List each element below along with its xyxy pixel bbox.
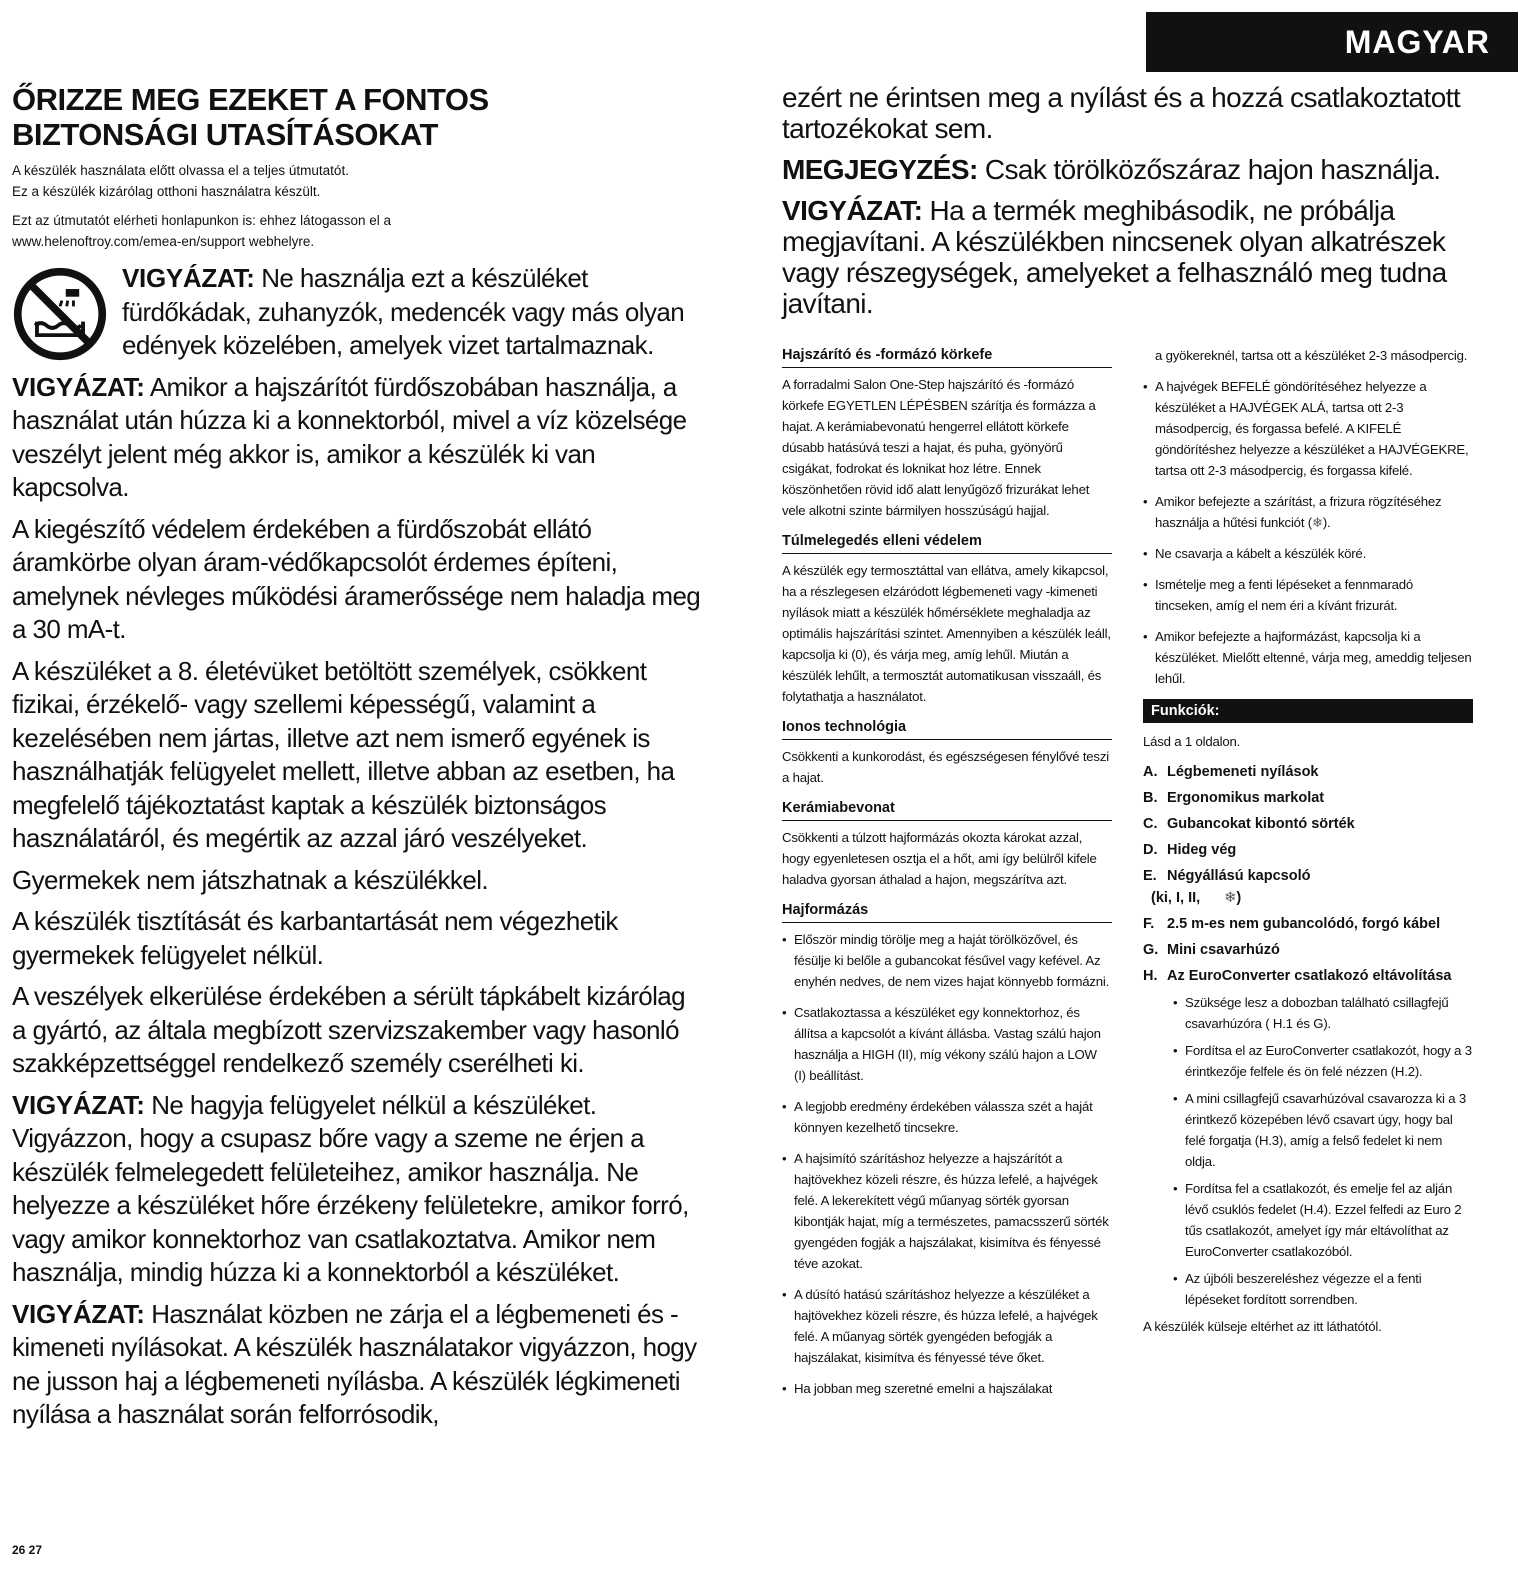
section-body-ionic: Csökkenti a kunkorodást, és egészségesen fénylővé teszi a hajat.	[782, 749, 1109, 785]
section-title-styling: Hajformázás	[782, 900, 1112, 923]
safety-heading: ŐRIZZE MEG EZEKET A FONTOS BIZTONSÁGI UTASÍTÁSOKAT	[12, 82, 489, 152]
snowflake-icon: ❄	[1311, 515, 1323, 530]
intro-line-2: Ez a készülék kizárólag otthoni használatra készült.	[12, 184, 321, 199]
unattended-warning	[12, 1089, 702, 1290]
styling-list	[782, 929, 1112, 1399]
note-paragraph	[782, 154, 1482, 185]
list-item: • A hajvégek BEFELÉ göndörítéséhez helyezze a készüléket a HAJVÉGEK ALÁ, tartsa ott 2-3 másodpercig, és forgassa befelé. A KIFELÉ göndörítéshez helyezze a készüléket a HAJVÉGEKRE, tartsa ott 2-3 másodpercig, és forgassa kifelé.	[1143, 376, 1473, 481]
language-tab	[1146, 12, 1518, 72]
list-item: • Fordítsa el az EuroConverter csatlakozót, hogy a 3 érintkezője felfele és ön felé nézzen (H.2).	[1173, 1040, 1473, 1082]
top-right-block	[782, 82, 1482, 329]
warning-label: VIGYÁZAT:	[12, 1298, 145, 1329]
note-label: MEGJEGYZÉS:	[782, 154, 978, 185]
airflow-text: Használat közben ne zárja el a légbemeneti és -kimeneti nyílásokat. A készülék használatakor vigyázzon, hogy ne jusson haj a légbemeneti nyílásba. A készülék légkimeneti nyílása a használat során felforrósodik,	[12, 1298, 697, 1429]
section-body-brush: A forradalmi Salon One-Step hajszárító és -formázó körkefe EGYETLEN LÉPÉSBEN szárítja és formázza a hajat. A kerámiabevonatú hengerrel ellátott körkefe dúsabb hatásúvá teszi a hajat, és puha, gyönyörű csigákat, fodrokat és loknikat hoz létre. Ennek köszönhetően rövid idő alatt lenyűgöző frizurákat lehet vele alkotni szinte bármilyen hosszúságú hajjal.	[782, 377, 1096, 518]
language-label: MAGYAR	[1344, 23, 1490, 60]
appearance-note: A készülék külseje eltérhet az itt láthatótól.	[1143, 1319, 1382, 1334]
bathroom-unplug-warning	[12, 371, 702, 505]
feature-item-h: H. Az EuroConverter csatlakozó eltávolítása	[1143, 968, 1452, 984]
section-body-ceramic: Csökkenti a túlzott hajformázás okozta károkat azzal, hogy egyenletesen osztja el a hőt, ami így belülről kifele haladva gyorsan áthalad a hajon, megszárítva azt.	[782, 830, 1097, 887]
list-item: • Ismételje meg a fenti lépéseket a fennmaradó tincseken, amíg el nem éri a kívánt frizurát.	[1143, 574, 1473, 616]
list-item: • Az újbóli beszereléshez végezze el a fenti lépéseket fordított sorrendben.	[1173, 1268, 1473, 1310]
left-column	[12, 82, 702, 1440]
bath-warning-body: Ne használja ezt a készüléket fürdőkádak, zuhanyzók, medencék vagy más olyan edények közelében, amelyek vizet tartalmaznak.	[122, 263, 685, 360]
section-title-overheat: Túlmelegedés elleni védelem	[782, 531, 1112, 554]
no-water-bath-icon	[12, 266, 108, 362]
note-text: Csak törölközőszáraz hajon használja.	[984, 154, 1441, 185]
snowflake-icon: ❄	[1224, 890, 1237, 906]
bathroom-unplug-text: Amikor a hajszárítót fürdőszobában használja, a használat után húzza ki a konnektorból, mivel a víz közelsége veszélyt jelent még akkor is, amikor a készülék ki van kapcsolva.	[12, 371, 687, 502]
list-item: • Ne csavarja a kábelt a készülék köré.	[1143, 543, 1473, 564]
bath-warning-label: VIGYÁZAT:	[122, 263, 255, 293]
list-item: • Fordítsa fel a csatlakozót, és emelje fel az alján lévő csuklós fedelet (H.4). Ezzel felfedi az Euro 2 tűs csatlakozót, amelyet így már eltávolíthat az EuroConverter csatlakozóból.	[1173, 1178, 1473, 1262]
middle-column	[782, 345, 1112, 1409]
online-line-2: www.helenoftroy.com/emea-en/support webhelyre.	[12, 234, 315, 249]
styling-list-continued	[1143, 376, 1473, 689]
switch-positions: (ki, I, II, ❄)	[1151, 890, 1242, 906]
feature-item-c: C. Gubancokat kibontó sörték	[1143, 816, 1355, 832]
section-title-ceramic: Kerámiabevonat	[782, 798, 1112, 821]
list-item: • Szüksége lesz a dobozban található csillagfejű csavarhúzóra ( H.1 és G).	[1173, 992, 1473, 1034]
right-column	[1143, 345, 1473, 1347]
continued-bullet-text: a gyökereknél, tartsa ott a készüléket 2-3 másodpercig.	[1155, 348, 1468, 363]
continued-text: ezért ne érintsen meg a nyílást és a hozzá csatlakoztatott tartozékokat sem.	[782, 82, 1461, 144]
cleaning-paragraph: A készülék tisztítását és karbantartását nem végezhetik gyermekek felügyelet nélkül.	[12, 906, 618, 970]
feature-item-f: F. 2.5 m-es nem gubancolódó, forgó kábel	[1143, 916, 1441, 932]
section-body-overheat: A készülék egy termosztáttal van ellátva, amely kikapcsol, ha a részlegesen elzáródott légbemeneti vagy -kimeneti nyílások miatt a készülék hőmérséklete meghaladja az optimális hajszárítási szintet. Amennyiben a készülék leáll, kapcsolja ki (0), és várja meg, amíg lehűl. Miután a készülék lehűlt, a termosztát automatikusan visszaáll, és folytathatja a használatot.	[782, 563, 1111, 704]
list-item: • A mini csillagfejű csavarhúzóval csavarozza ki a 3 érintkező közepében lévő csavart úgy, hogy bal felé forgatja (H.3), amíg a felső fedelet ki nem oldja.	[1173, 1088, 1473, 1172]
airflow-warning	[12, 1298, 702, 1432]
repair-warning-text: Ha a termék meghibásodik, ne próbálja megjavítani. A készülékben nincsenek olyan alkatrészek vagy részegységek, amelyeket a felhasználó meg tudna javítani.	[782, 195, 1447, 319]
cool-shot-suffix: ).	[1322, 515, 1331, 530]
functions-heading: Funkciók:	[1143, 699, 1473, 723]
converter-steps	[1173, 992, 1473, 1310]
list-item: • Először mindig törölje meg a haját törölközővel, és fésülje ki belőle a gubancokat fésűvel vagy kefével. Az enyhén nedves, de nem vizes hajat könnyebb formázni.	[782, 929, 1112, 992]
bath-warning-text	[12, 262, 702, 363]
cool-shot-text: Amikor befejezte a szárítást, a frizura rögzítéséhez használja a hűtési funkciót (	[1155, 494, 1442, 530]
see-page-text: Lásd a 1 oldalon.	[1143, 734, 1241, 749]
list-item: • Csatlakoztassa a készüléket egy konnektorhoz, és állítsa a kapcsolót a kívánt állásba. Vastag szálú hajon használja a HIGH (II), míg vékony szálú hajon a LOW (I) beállítást.	[782, 1002, 1112, 1086]
section-title-ionic: Ionos technológia	[782, 717, 1112, 740]
feature-item-b: B. Ergonomikus markolat	[1143, 790, 1325, 806]
section-title-brush: Hajszárító és -formázó körkefe	[782, 345, 1112, 368]
children-persons-paragraph: A készüléket a 8. életévüket betöltött személyek, csökkent fizikai, érzékelő- vagy szellemi képességű, valamint a kezelésében nem jártas, illetve azt nem ismerő egyének is használhatják felügyelet mellett, illetve abban az esetben, ha megfelelő tájékoztatást kaptak a készülék biztonságos használatáról, és megértik az azzal járó veszélyeket.	[12, 655, 675, 853]
online-line-1: Ezt az útmutatót elérheti honlapunkon is: ehhez látogasson el a	[12, 213, 391, 228]
feature-item-g: G. Mini csavarhúzó	[1143, 942, 1280, 958]
feature-item-d: D. Hideg vég	[1143, 842, 1237, 858]
children-play-paragraph: Gyermekek nem játszhatnak a készülékkel.	[12, 864, 488, 895]
warning-label: VIGYÁZAT:	[782, 195, 923, 226]
list-item: • Amikor befejezte a hajformázást, kapcsolja ki a készüléket. Mielőtt eltenné, várja meg, ameddig teljesen lehűl.	[1143, 626, 1473, 689]
list-item: • A dúsító hatású szárításhoz helyezze a készüléket a hajtövekhez közeli részre, és húzza lefelé, a hajvégek felé. A műanyag sörték gyengéden befogják a hajszálakat, kisimítva és fényessé téve őket.	[782, 1284, 1112, 1368]
intro-line-1: A készülék használata előtt olvassa el a teljes útmutatót.	[12, 163, 349, 178]
repair-warning	[782, 195, 1482, 319]
page-numbers: 26 27	[12, 1543, 43, 1557]
warning-label: VIGYÁZAT:	[12, 371, 145, 402]
bath-warning	[12, 262, 702, 363]
rcd-paragraph: A kiegészítő védelem érdekében a fürdőszobát ellátó áramkörbe olyan áram-védőkapcsolót érdemes építeni, amelynek névleges működési áramerőssége nem haladja meg a 30 mA-t.	[12, 513, 701, 644]
cable-replacement-paragraph: A veszélyek elkerülése érdekében a sérült tápkábelt kizárólag a gyártó, az általa megbízott szervizszakember vagy hasonló szakképzettséggel rendelkező személy cserélheti ki.	[12, 981, 686, 1078]
unattended-text: Ne hagyja felügyelet nélkül a készüléket. Vigyázzon, hogy a csupasz bőre vagy a szeme ne érjen a készülék felmelegedett felületeihez, amikor használja. Ne helyezze a készüléket hőre érzékeny felületekre, amikor forró, vagy amikor konnektorhoz van csatlakoztatva. Amikor nem használja, mindig húzza ki a konnektorból a készüléket.	[12, 1089, 689, 1287]
list-item	[1143, 491, 1473, 533]
warning-label: VIGYÁZAT:	[12, 1089, 145, 1120]
list-item: • A legjobb eredmény érdekében válassza szét a haját könnyen kezelhető tincsekre.	[782, 1096, 1112, 1138]
list-item: • A hajsimító szárításhoz helyezze a hajszárítót a hajtövekhez közeli részre, és húzza lefelé, a hajvégek felé. A lekerekített végű műanyag sörték gyorsan kibontják hajat, míg a természetes, pamacsszerű sörték gyengéden fogják a hajszálakat, kisimítva és fényessé téve azokat.	[782, 1148, 1112, 1274]
list-item: • Ha jobban meg szeretné emelni a hajszálakat	[782, 1378, 1112, 1399]
feature-item-e: E. Négyállású kapcsoló	[1143, 868, 1311, 884]
feature-item-a: A. Légbemeneti nyílások	[1143, 764, 1319, 780]
